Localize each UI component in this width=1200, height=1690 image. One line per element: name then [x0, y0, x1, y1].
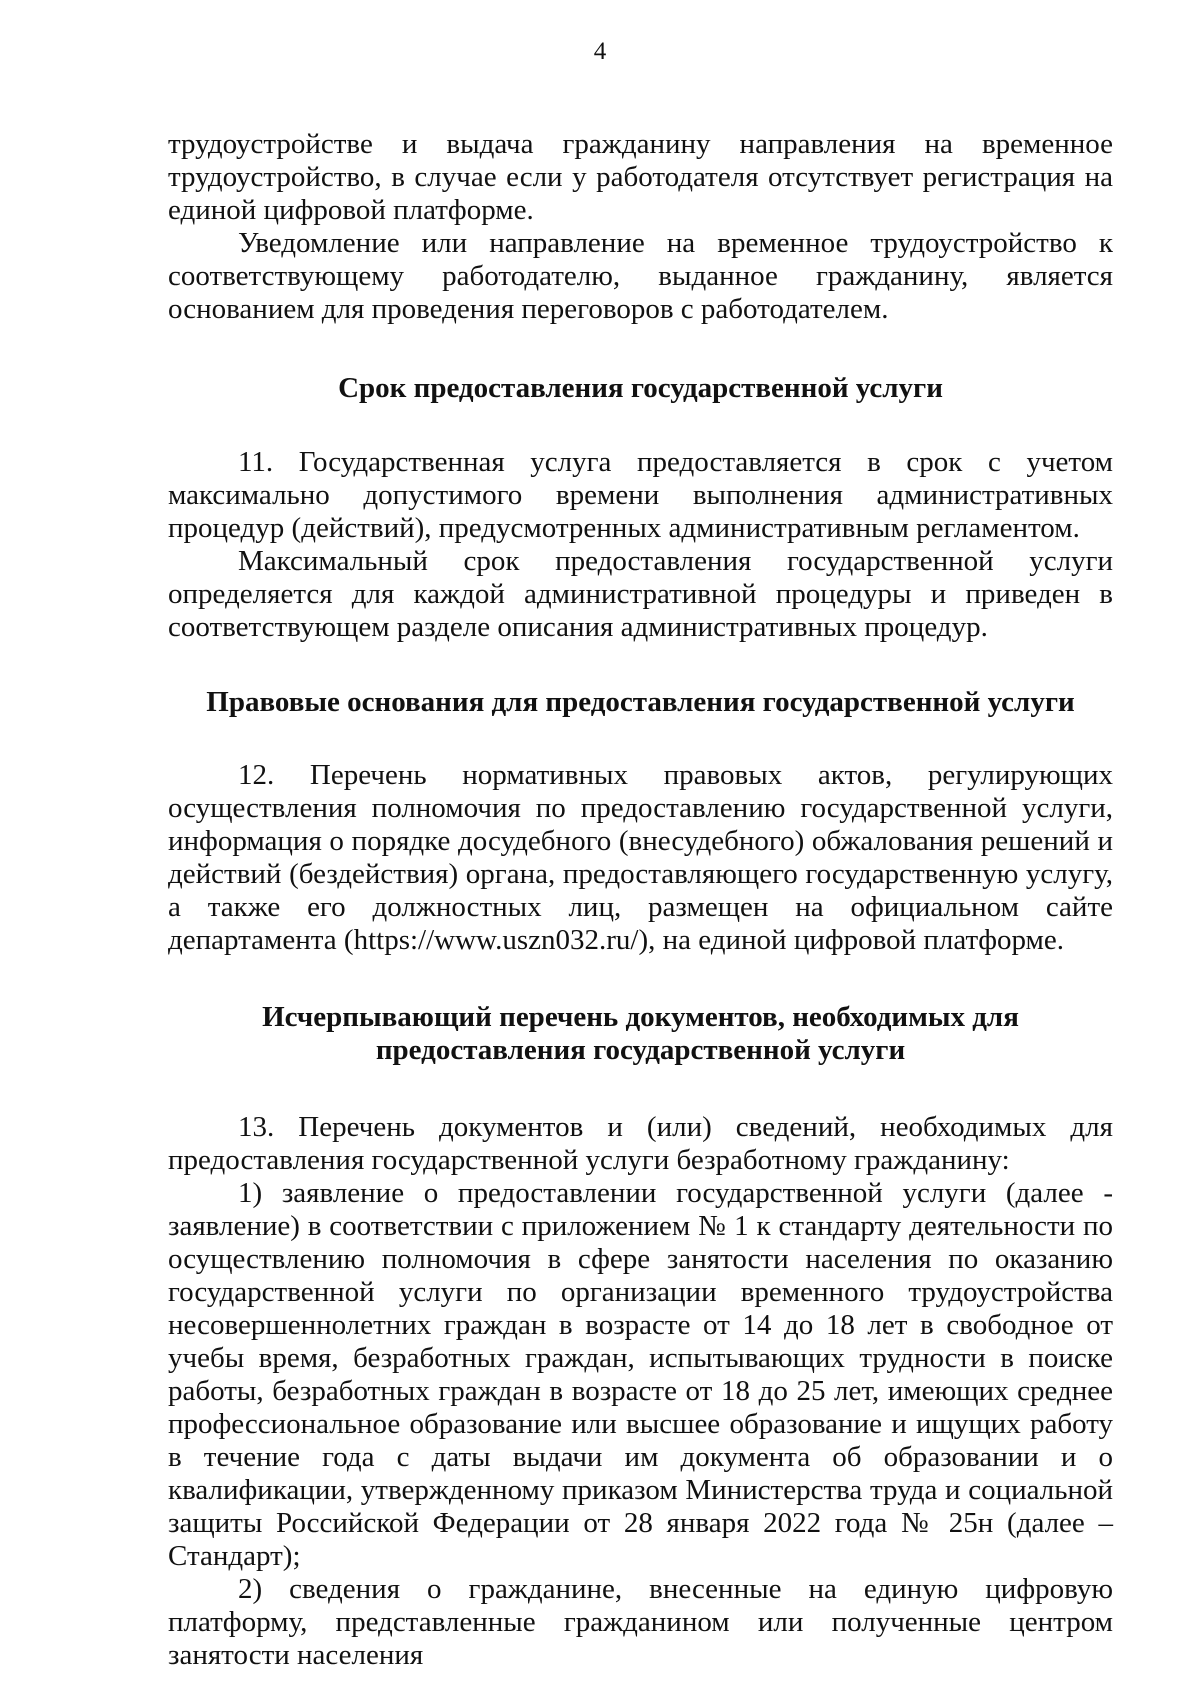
paragraph-12: 12. Перечень нормативных правовых актов, регулирующих осуществления полномочия по предоставлению государственной услуги, информация о порядке досудебного (внесудебного) обжалования решений и действий (бездействия) органа, предоставляющего государственную услугу, а также его должностных лиц, размещен на официальном сайте департамента (https://www.uszn032.ru/), на единой цифровой платформе. [168, 759, 1113, 956]
heading-documents-list-line-1: Исчерпывающий перечень документов, необходимых для [262, 1001, 1019, 1033]
paragraph-notice: Уведомление или направление на временное трудоустройство к соответствующему работодателю, выданное гражданину, является основанием для проведения переговоров с работодателем. [168, 227, 1113, 325]
page-number: 4 [593, 38, 607, 65]
paragraph-13-item-2: 2) сведения о гражданине, внесенные на единую цифровую платформу, представленные гражданином или полученные центром занятости населения [168, 1573, 1113, 1671]
document-body [168, 128, 1113, 1672]
heading-service-term: Срок предоставления государственной услуги [338, 372, 943, 404]
heading-documents-list [168, 1001, 1113, 1067]
paragraph-13: 13. Перечень документов и (или) сведений, необходимых для предоставления государственной услуги безработному гражданину: [168, 1111, 1113, 1176]
heading-legal-grounds: Правовые основания для предоставления государственной услуги [206, 686, 1075, 718]
paragraph-13-item-1: 1) заявление о предоставлении государственной услуги (далее - заявление) в соответствии с приложением № 1 к стандарту деятельности по осуществлению полномочия в сфере занятости населения по оказанию государственной услуги по организации временного трудоустройства несовершеннолетних граждан в возрасте от 14 до 18 лет в свободное от учебы время, безработных граждан, испытывающих трудности в поиске работы, безработных граждан в возрасте от 18 до 25 лет, имеющих среднее профессиональное образование или высшее образование и ищущих работу в течение года с даты выдачи им документа об образовании и о квалификации, утвержденному приказом Министерства труда и социальной защиты Российской Федерации от 28 января 2022 года № 25н (далее – Стандарт); [168, 1177, 1113, 1572]
paragraph-intro: трудоустройстве и выдача гражданину направления на временное трудоустройство, в случае если у работодателя отсутствует регистрация на единой цифровой платформе. [168, 128, 1113, 226]
heading-documents-list-line-2: предоставления государственной услуги [375, 1034, 906, 1066]
paragraph-11: 11. Государственная услуга предоставляется в срок с учетом максимально допустимого времени выполнения административных процедур (действий), предусмотренных административным регламентом. [168, 446, 1113, 544]
paragraph-11-max-term: Максимальный срок предоставления государственной услуги определяется для каждой административной процедуры и приведен в соответствующем разделе описания административных процедур. [168, 545, 1113, 643]
